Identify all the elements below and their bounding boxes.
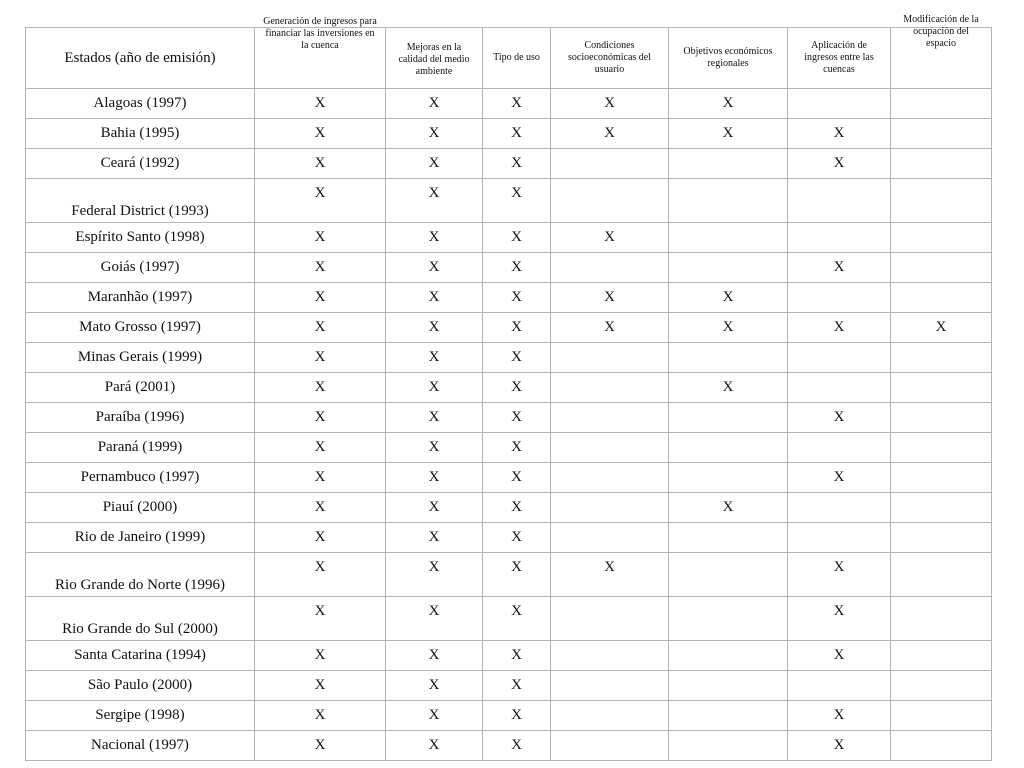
mark-cell: X xyxy=(483,313,551,343)
mark-cell: X xyxy=(255,597,386,641)
table-row xyxy=(26,149,992,179)
header-state xyxy=(26,28,255,89)
mark-cell: X xyxy=(386,433,483,463)
mark-cell xyxy=(891,223,992,253)
header-row xyxy=(26,28,992,89)
state-cell: Nacional (1997) xyxy=(26,731,255,761)
mark-cell: X xyxy=(788,701,891,731)
mark-cell: X xyxy=(255,179,386,223)
table-row xyxy=(26,433,992,463)
mark-cell xyxy=(551,597,669,641)
mark-cell xyxy=(669,553,788,597)
table-row xyxy=(26,223,992,253)
mark-cell xyxy=(551,641,669,671)
table-row xyxy=(26,313,992,343)
mark-cell: X xyxy=(483,463,551,493)
header-environment-quality-label: Mejoras en la calidad del medio ambiente xyxy=(398,42,470,77)
state-cell: Rio de Janeiro (1999) xyxy=(26,523,255,553)
mark-cell xyxy=(551,671,669,701)
mark-cell xyxy=(891,343,992,373)
mark-cell xyxy=(551,433,669,463)
table-row xyxy=(26,493,992,523)
mark-cell: X xyxy=(788,641,891,671)
mark-cell: X xyxy=(386,671,483,701)
mark-cell: X xyxy=(483,731,551,761)
header-use-type xyxy=(483,28,551,89)
state-cell: Mato Grosso (1997) xyxy=(26,313,255,343)
mark-cell xyxy=(551,253,669,283)
mark-cell: X xyxy=(483,403,551,433)
mark-cell: X xyxy=(255,701,386,731)
header-regional-objectives xyxy=(669,28,788,89)
mark-cell xyxy=(788,493,891,523)
mark-cell xyxy=(669,343,788,373)
mark-cell xyxy=(891,89,992,119)
mark-cell xyxy=(891,671,992,701)
header-revenue-application-label: Aplicación de ingresos entre las cuencas xyxy=(804,40,874,75)
mark-cell xyxy=(891,373,992,403)
mark-cell: X xyxy=(483,373,551,403)
mark-cell: X xyxy=(386,523,483,553)
mark-cell: X xyxy=(551,313,669,343)
mark-cell xyxy=(891,149,992,179)
criteria-table xyxy=(25,14,992,761)
table-row xyxy=(26,553,992,597)
mark-cell: X xyxy=(483,433,551,463)
state-cell: Rio Grande do Norte (1996) xyxy=(26,553,255,597)
mark-cell: X xyxy=(483,701,551,731)
state-cell: Paraíba (1996) xyxy=(26,403,255,433)
mark-cell: X xyxy=(255,253,386,283)
mark-cell: X xyxy=(669,119,788,149)
mark-cell xyxy=(788,89,891,119)
mark-cell xyxy=(891,701,992,731)
mark-cell xyxy=(669,403,788,433)
mark-cell: X xyxy=(386,283,483,313)
mark-cell xyxy=(551,403,669,433)
mark-cell xyxy=(788,283,891,313)
mark-cell: X xyxy=(483,523,551,553)
header-socioeconomic xyxy=(551,28,669,89)
mark-cell xyxy=(788,343,891,373)
mark-cell xyxy=(551,149,669,179)
state-cell: Federal District (1993) xyxy=(26,179,255,223)
mark-cell xyxy=(891,553,992,597)
table-row xyxy=(26,283,992,313)
mark-cell: X xyxy=(891,313,992,343)
mark-cell: X xyxy=(788,119,891,149)
mark-cell: X xyxy=(483,343,551,373)
table-row xyxy=(26,701,992,731)
header-socioeconomic-label: Condiciones socioeconómicas del usuario xyxy=(567,40,652,75)
mark-cell: X xyxy=(788,731,891,761)
table-row xyxy=(26,119,992,149)
mark-cell: X xyxy=(386,403,483,433)
mark-cell xyxy=(669,433,788,463)
mark-cell xyxy=(891,119,992,149)
mark-cell xyxy=(551,523,669,553)
mark-cell xyxy=(669,523,788,553)
mark-cell: X xyxy=(255,343,386,373)
mark-cell xyxy=(551,463,669,493)
mark-cell xyxy=(891,493,992,523)
state-cell: Piauí (2000) xyxy=(26,493,255,523)
table-row xyxy=(26,253,992,283)
header-space-occupation-label: Modificación de la ocupación del espacio xyxy=(903,14,979,49)
mark-cell: X xyxy=(386,493,483,523)
mark-cell: X xyxy=(386,553,483,597)
mark-cell: X xyxy=(788,149,891,179)
state-cell: São Paulo (2000) xyxy=(26,671,255,701)
state-cell: Paraná (1999) xyxy=(26,433,255,463)
mark-cell: X xyxy=(483,149,551,179)
mark-cell xyxy=(891,641,992,671)
mark-cell xyxy=(551,179,669,223)
mark-cell: X xyxy=(483,641,551,671)
table-row xyxy=(26,523,992,553)
mark-cell: X xyxy=(788,463,891,493)
mark-cell xyxy=(788,179,891,223)
mark-cell xyxy=(891,463,992,493)
state-cell: Pará (2001) xyxy=(26,373,255,403)
mark-cell: X xyxy=(255,493,386,523)
header-revenue-generation xyxy=(255,16,386,89)
mark-cell xyxy=(669,701,788,731)
table-row xyxy=(26,641,992,671)
mark-cell: X xyxy=(483,493,551,523)
mark-cell xyxy=(669,641,788,671)
table-body xyxy=(26,89,992,761)
mark-cell: X xyxy=(483,671,551,701)
table-row xyxy=(26,731,992,761)
table-row xyxy=(26,343,992,373)
criteria-table-container xyxy=(25,14,991,761)
mark-cell: X xyxy=(386,597,483,641)
mark-cell xyxy=(788,373,891,403)
mark-cell xyxy=(669,253,788,283)
mark-cell: X xyxy=(255,433,386,463)
mark-cell xyxy=(788,523,891,553)
mark-cell: X xyxy=(386,223,483,253)
mark-cell: X xyxy=(551,283,669,313)
state-cell: Goiás (1997) xyxy=(26,253,255,283)
mark-cell: X xyxy=(669,373,788,403)
mark-cell xyxy=(669,149,788,179)
mark-cell: X xyxy=(255,403,386,433)
mark-cell: X xyxy=(483,553,551,597)
mark-cell: X xyxy=(483,89,551,119)
mark-cell: X xyxy=(788,403,891,433)
mark-cell: X xyxy=(483,119,551,149)
mark-cell: X xyxy=(669,89,788,119)
mark-cell: X xyxy=(255,223,386,253)
mark-cell xyxy=(551,343,669,373)
mark-cell: X xyxy=(386,179,483,223)
mark-cell xyxy=(891,253,992,283)
header-regional-objectives-label: Objetivos económicos regionales xyxy=(683,46,773,69)
header-revenue-application xyxy=(788,28,891,89)
mark-cell xyxy=(891,597,992,641)
state-cell: Pernambuco (1997) xyxy=(26,463,255,493)
mark-cell xyxy=(891,523,992,553)
mark-cell: X xyxy=(551,223,669,253)
mark-cell xyxy=(891,403,992,433)
mark-cell: X xyxy=(669,313,788,343)
mark-cell: X xyxy=(788,253,891,283)
mark-cell: X xyxy=(551,89,669,119)
mark-cell: X xyxy=(386,89,483,119)
mark-cell: X xyxy=(483,179,551,223)
mark-cell: X xyxy=(255,463,386,493)
mark-cell: X xyxy=(669,283,788,313)
mark-cell: X xyxy=(255,641,386,671)
mark-cell: X xyxy=(386,463,483,493)
mark-cell: X xyxy=(669,493,788,523)
state-cell: Bahia (1995) xyxy=(26,119,255,149)
mark-cell: X xyxy=(255,731,386,761)
mark-cell xyxy=(669,671,788,701)
mark-cell xyxy=(551,731,669,761)
mark-cell: X xyxy=(386,149,483,179)
state-cell: Sergipe (1998) xyxy=(26,701,255,731)
mark-cell: X xyxy=(386,343,483,373)
table-row xyxy=(26,89,992,119)
mark-cell: X xyxy=(255,523,386,553)
mark-cell: X xyxy=(788,597,891,641)
mark-cell: X xyxy=(386,731,483,761)
mark-cell xyxy=(669,597,788,641)
mark-cell xyxy=(891,283,992,313)
mark-cell xyxy=(891,179,992,223)
mark-cell: X xyxy=(255,119,386,149)
state-cell: Maranhão (1997) xyxy=(26,283,255,313)
mark-cell: X xyxy=(255,313,386,343)
mark-cell xyxy=(551,373,669,403)
state-cell: Ceará (1992) xyxy=(26,149,255,179)
mark-cell: X xyxy=(255,671,386,701)
mark-cell: X xyxy=(255,149,386,179)
table-row xyxy=(26,403,992,433)
header-revenue-generation-label: Generación de ingresos para financiar las inversiones en la cuenca xyxy=(263,16,377,51)
table-row xyxy=(26,671,992,701)
table-row xyxy=(26,179,992,223)
header-space-occupation xyxy=(891,14,992,89)
header-state-label: Estados (año de emisión) xyxy=(64,49,216,66)
mark-cell xyxy=(788,671,891,701)
mark-cell xyxy=(669,179,788,223)
mark-cell: X xyxy=(386,313,483,343)
state-cell: Santa Catarina (1994) xyxy=(26,641,255,671)
mark-cell: X xyxy=(255,89,386,119)
mark-cell xyxy=(669,463,788,493)
mark-cell: X xyxy=(386,641,483,671)
mark-cell: X xyxy=(255,373,386,403)
mark-cell: X xyxy=(386,119,483,149)
mark-cell: X xyxy=(483,597,551,641)
state-cell: Minas Gerais (1999) xyxy=(26,343,255,373)
state-cell: Rio Grande do Sul (2000) xyxy=(26,597,255,641)
mark-cell: X xyxy=(551,119,669,149)
mark-cell: X xyxy=(255,553,386,597)
mark-cell: X xyxy=(386,373,483,403)
table-row xyxy=(26,463,992,493)
table-row xyxy=(26,373,992,403)
mark-cell xyxy=(891,731,992,761)
mark-cell xyxy=(551,493,669,523)
mark-cell: X xyxy=(788,313,891,343)
mark-cell xyxy=(551,701,669,731)
table-row xyxy=(26,597,992,641)
mark-cell: X xyxy=(386,253,483,283)
state-cell: Alagoas (1997) xyxy=(26,89,255,119)
mark-cell: X xyxy=(483,223,551,253)
mark-cell xyxy=(788,223,891,253)
mark-cell: X xyxy=(483,283,551,313)
mark-cell xyxy=(669,731,788,761)
mark-cell: X xyxy=(788,553,891,597)
mark-cell xyxy=(788,433,891,463)
state-cell: Espírito Santo (1998) xyxy=(26,223,255,253)
header-environment-quality xyxy=(386,28,483,89)
mark-cell: X xyxy=(483,253,551,283)
header-use-type-label: Tipo de uso xyxy=(493,52,540,63)
mark-cell: X xyxy=(255,283,386,313)
mark-cell xyxy=(669,223,788,253)
mark-cell: X xyxy=(386,701,483,731)
mark-cell: X xyxy=(551,553,669,597)
mark-cell xyxy=(891,433,992,463)
